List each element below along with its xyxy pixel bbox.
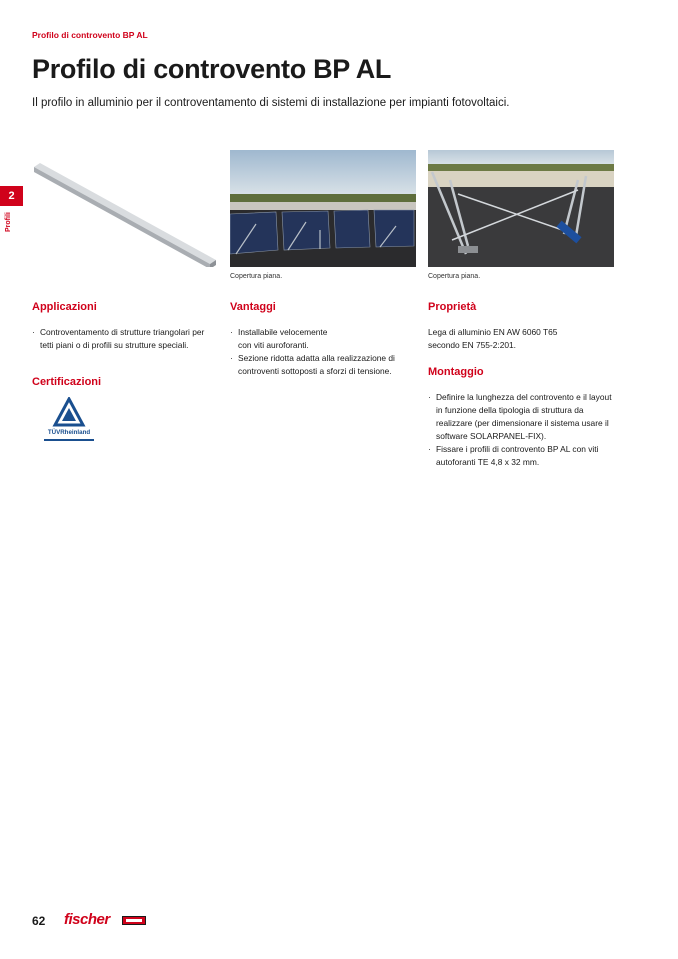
vantaggi-heading: Vantaggi: [230, 301, 276, 313]
certificazioni-heading: Certificazioni: [32, 376, 102, 388]
tuv-underline: [44, 439, 94, 441]
montaggio-list: [428, 391, 618, 469]
list-item: · Controventamento di strutture triangolari per tetti piani o di profili su strutture speciali.: [32, 326, 218, 352]
chapter-label: Profili: [5, 212, 12, 232]
installation-photo-1: [230, 150, 416, 267]
profile-bar-illustration: [32, 150, 218, 267]
proprieta-heading: Proprietà: [428, 301, 477, 313]
product-image: [32, 150, 218, 267]
montaggio-heading: Montaggio: [428, 366, 484, 378]
chapter-tab[interactable]: 2: [0, 186, 23, 206]
list-item: · Definire la lunghezza del controvento e il layout in funzione della tipologia di struttura da realizzare (per dimensionare il sistema usare il software SOLARPANEL-FIX).: [428, 391, 618, 443]
fischer-logo-mark-icon: [122, 916, 146, 925]
fischer-logo: fischer: [64, 911, 110, 928]
list-item: · Sezione ridotta adatta alla realizzazione di controventi sottoposti a sforzi di tensione.: [230, 352, 420, 378]
image-caption: Copertura piana.: [230, 273, 283, 280]
page-subtitle: Il profilo in alluminio per il controventamento di sistemi di installazione per impianti fotovoltaici.: [32, 97, 510, 109]
tuv-logo: [42, 397, 96, 443]
page-number: 62: [32, 914, 46, 928]
page-title: Profilo di controvento BP AL: [32, 54, 392, 84]
applicazioni-heading: Applicazioni: [32, 301, 97, 313]
proprieta-text: Lega di alluminio EN AW 6060 T65 secondo EN 755-2:201.: [428, 327, 558, 350]
list-item: · Fissare i profili di controvento BP AL con viti autoforanti TE 4,8 x 32 mm.: [428, 443, 618, 469]
image-caption: Copertura piana.: [428, 273, 481, 280]
tuv-triangle-icon: [42, 397, 96, 429]
tuv-logo-text: TÜVRheinland: [47, 429, 91, 436]
vantaggi-list: [230, 326, 420, 378]
breadcrumb: Profilo di controvento BP AL: [32, 30, 148, 40]
applicazioni-list: [32, 326, 218, 352]
installation-photo-2: [428, 150, 614, 267]
bracing-frame-photo: [428, 150, 614, 267]
list-item: · Installabile velocemente con viti auroforanti.: [230, 326, 340, 352]
solar-roof-photo: [230, 150, 416, 267]
